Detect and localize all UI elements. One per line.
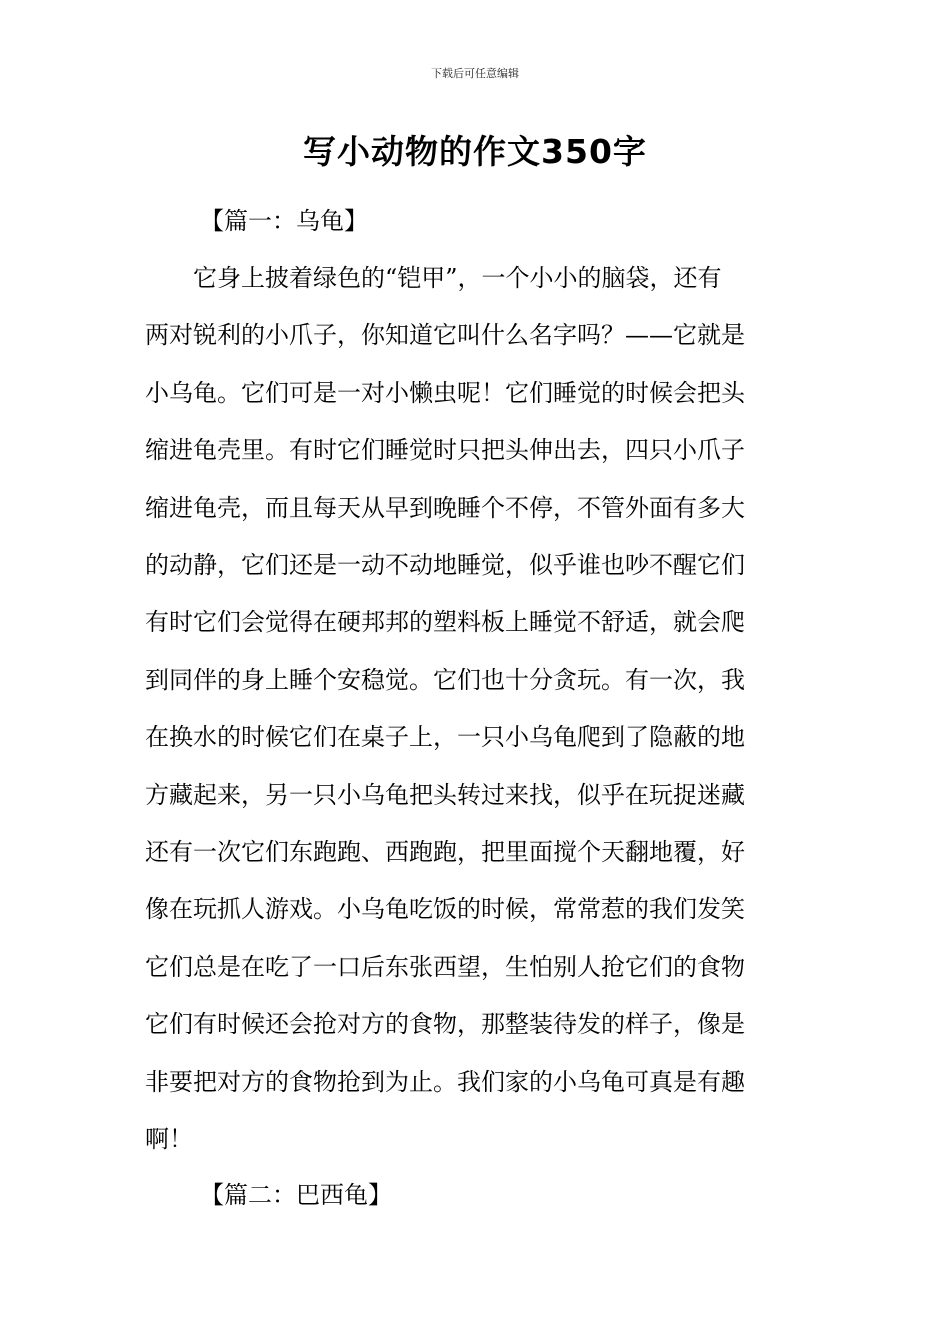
document-title: 写小动物的作文350字 bbox=[303, 132, 647, 171]
header-note: 下载后可任意编辑 bbox=[431, 67, 519, 80]
paragraph-line: 还有一次它们东跑跑、西跑跑，把里面搅个天翻地覆，好 bbox=[145, 838, 745, 866]
paragraph-line: 方藏起来，另一只小乌龟把头转过来找，似乎在玩捉迷藏 bbox=[145, 781, 745, 809]
paragraph-line: 在换水的时候它们在桌子上，一只小乌龟爬到了隐蔽的地 bbox=[145, 723, 745, 751]
paragraph-line: 它们总是在吃了一口后东张西望，生怕别人抢它们的食物 bbox=[145, 953, 745, 981]
paragraph-line: 到同伴的身上睡个安稳觉。它们也十分贪玩。有一次，我 bbox=[145, 666, 745, 694]
paragraph-line: 它们有时候还会抢对方的食物，那整装待发的样子，像是 bbox=[145, 1010, 745, 1038]
paragraph-line: 缩进龟壳里。有时它们睡觉时只把头伸出去，四只小爪子 bbox=[145, 436, 745, 464]
paragraph-line: 像在玩抓人游戏。小乌龟吃饭的时候，常常惹的我们发笑 bbox=[145, 895, 745, 923]
paragraph-line: 小乌龟。它们可是一对小懒虫呢！它们睡觉的时候会把头 bbox=[145, 379, 745, 407]
paragraph-line: 有时它们会觉得在硬邦邦的塑料板上睡觉不舒适，就会爬 bbox=[145, 608, 745, 636]
section-heading-turtle: 【篇一：乌龟】 bbox=[200, 207, 368, 235]
paragraph-line: 缩进龟壳，而且每天从早到晚睡个不停，不管外面有多大 bbox=[145, 494, 745, 522]
paragraph-line: 的动静，它们还是一动不动地睡觉，似乎谁也吵不醒它们 bbox=[145, 551, 745, 579]
section-heading-brazil-turtle: 【篇二：巴西龟】 bbox=[200, 1181, 392, 1209]
paragraph-line: 两对锐利的小爪子，你知道它叫什么名字吗？——它就是 bbox=[145, 321, 745, 349]
paragraph-line: 它身上披着绿色的“铠甲”，一个小小的脑袋，还有 bbox=[145, 264, 722, 292]
paragraph-line: 非要把对方的食物抢到为止。我们家的小乌龟可真是有趣 bbox=[145, 1068, 745, 1096]
paragraph-line: 啊！ bbox=[145, 1125, 193, 1153]
